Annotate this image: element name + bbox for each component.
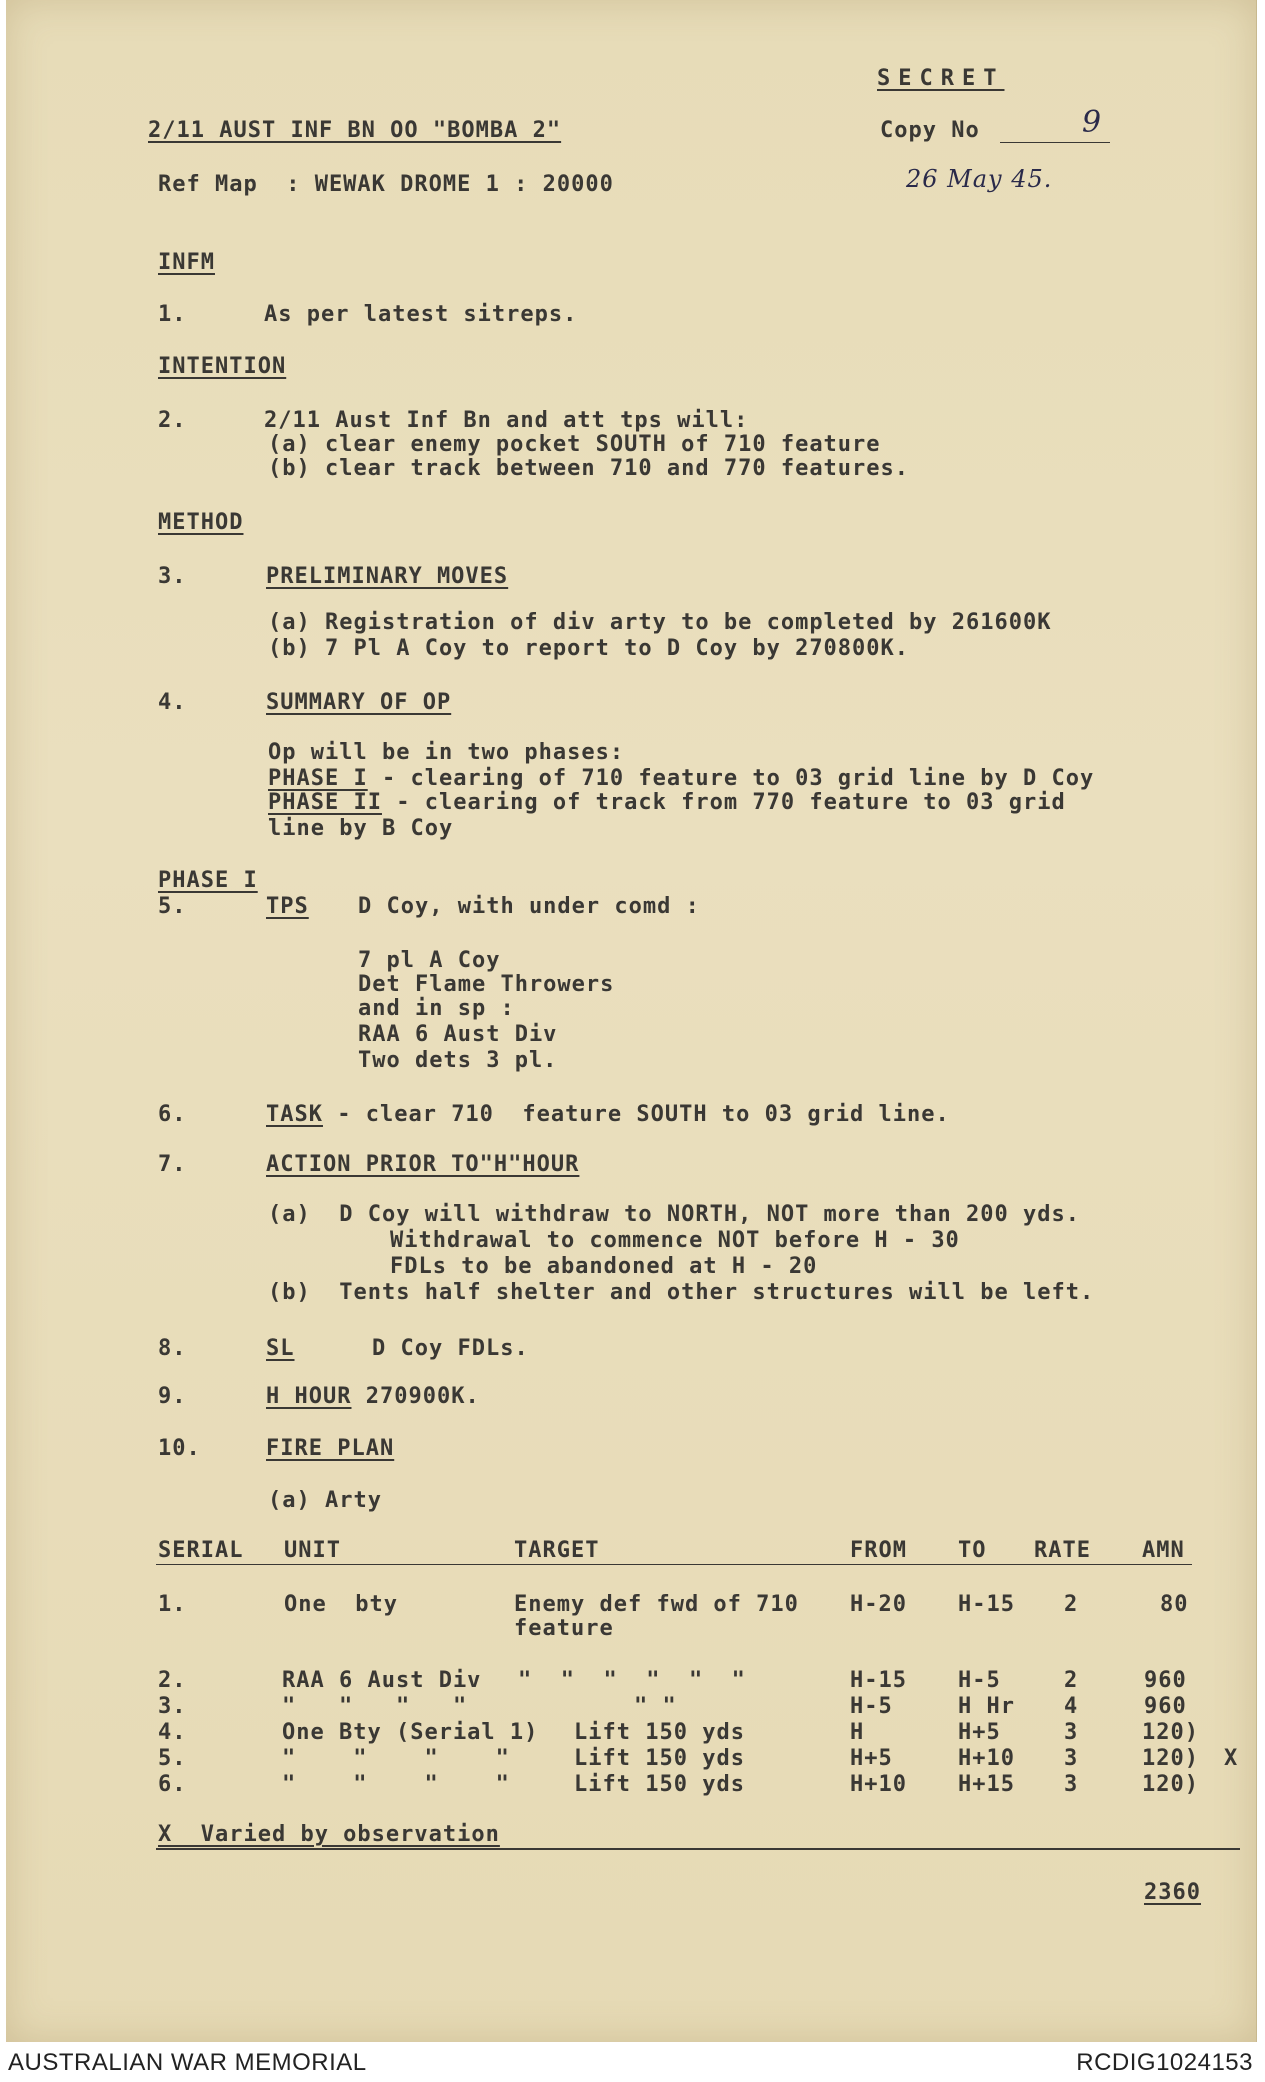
cell-amn: 960: [1144, 1668, 1187, 1693]
para-10-title: FIRE PLAN: [266, 1436, 395, 1461]
cell-target: Enemy def fwd of 710: [514, 1592, 799, 1617]
para-9-number: 9.: [158, 1384, 187, 1409]
cell-from: H+5: [850, 1746, 893, 1771]
table-header-unit: UNIT: [284, 1538, 341, 1563]
para-1-number: 1.: [158, 302, 187, 327]
cell-to: H-15: [958, 1592, 1015, 1617]
cell-serial: 5.: [158, 1746, 187, 1771]
para-7-b: (b) Tents half shelter and other structures will be left.: [268, 1280, 1095, 1305]
para-5-number: 5.: [158, 894, 187, 919]
cell-to: H+10: [958, 1746, 1015, 1771]
para-7-a-line-3: FDLs to be abandoned at H - 20: [390, 1254, 818, 1279]
para-5-line-5: Two dets 3 pl.: [358, 1048, 558, 1073]
cell-to: H+5: [958, 1720, 1001, 1745]
para-9-title: H HOUR: [266, 1384, 352, 1409]
secret-marking: SECRET: [877, 66, 1005, 91]
cell-rate: 4: [1064, 1694, 1079, 1719]
order-date: 26 May 45.: [906, 165, 1053, 193]
cell-target: " " " " " ": [518, 1668, 746, 1693]
para-10-a: (a) Arty: [268, 1488, 382, 1513]
para-2-number: 2.: [158, 408, 187, 433]
phase-2-label: PHASE II: [268, 790, 382, 815]
cell-to: H Hr: [958, 1694, 1015, 1719]
para-8-title: SL: [266, 1336, 295, 1361]
para-3-number: 3.: [158, 564, 187, 589]
para-6-text: - clear 710 feature SOUTH to 03 grid line.: [322, 1102, 950, 1127]
cell-rate: 3: [1064, 1720, 1079, 1745]
cell-amn: 120): [1142, 1772, 1199, 1797]
para-3-a: (a) Registration of div arty to be completed by 261600K: [268, 610, 1052, 635]
para-8-text: D Coy FDLs.: [372, 1336, 529, 1361]
cell-rate: 3: [1064, 1746, 1079, 1771]
para-4-number: 4.: [158, 690, 187, 715]
copy-number-line: [1000, 142, 1110, 143]
cell-from: H-15: [850, 1668, 907, 1693]
para-4-phase-2-line: [268, 790, 1066, 816]
copy-number: 9: [1082, 105, 1103, 140]
para-4-line-1: Op will be in two phases:: [268, 740, 625, 765]
section-phase-1: PHASE I: [158, 868, 258, 893]
cell-to: H-5: [958, 1668, 1001, 1693]
cell-serial: 3.: [158, 1694, 187, 1719]
cell-unit: One bty: [284, 1592, 398, 1617]
cell-unit: " " " ": [282, 1772, 510, 1797]
para-5-line-4: RAA 6 Aust Div: [358, 1022, 558, 1047]
cell-serial: 2.: [158, 1668, 187, 1693]
para-3-b: (b) 7 Pl A Coy to report to D Coy by 270800K.: [268, 636, 910, 661]
cell-target: Lift 150 yds: [574, 1746, 745, 1771]
table-header-to: TO: [958, 1538, 987, 1563]
phase-1-text: - clearing of 710 feature to 03 grid line by D Coy: [367, 766, 1095, 791]
cell-target: Lift 150 yds: [574, 1772, 745, 1797]
cell-from: H-20: [850, 1592, 907, 1617]
cell-serial: 4.: [158, 1720, 187, 1745]
para-5-title: TPS: [266, 894, 309, 919]
table-footnote: X Varied by observation: [158, 1822, 500, 1847]
cell-from: H+10: [850, 1772, 907, 1797]
para-5-text: D Coy, with under comd :: [358, 894, 700, 919]
cell-amn: 120): [1142, 1720, 1199, 1745]
para-10-number: 10.: [158, 1436, 201, 1461]
copy-label: Copy No: [880, 118, 980, 143]
section-intention: INTENTION: [158, 354, 287, 379]
archive-reference: RCDIG1024153: [1076, 2049, 1253, 2076]
table-header-from: FROM: [850, 1538, 907, 1563]
cell-unit: RAA 6 Aust Div: [282, 1668, 482, 1693]
para-2-line-2: (a) clear enemy pocket SOUTH of 710 feature: [268, 432, 881, 457]
para-4-title: SUMMARY OF OP: [266, 690, 452, 715]
cell-from: H: [850, 1720, 865, 1745]
para-4-line-4: line by B Coy: [268, 816, 454, 841]
cell-amn: 80: [1160, 1592, 1189, 1617]
cell-target: feature: [514, 1616, 614, 1641]
para-5-line-2: Det Flame Throwers: [358, 972, 615, 997]
table-side-mark: X: [1224, 1746, 1239, 1771]
cell-target: Lift 150 yds: [574, 1720, 745, 1745]
para-7-a-line-1: (a) D Coy will withdraw to NORTH, NOT more than 200 yds.: [268, 1202, 1080, 1227]
para-2-line-1: 2/11 Aust Inf Bn and att tps will:: [264, 408, 749, 433]
ref-map: Ref Map : WEWAK DROME 1 : 20000: [158, 172, 614, 197]
cell-unit: One Bty (Serial 1): [282, 1720, 539, 1745]
para-5-line-1: 7 pl A Coy: [358, 948, 501, 973]
cell-rate: 3: [1064, 1772, 1079, 1797]
archive-credit: AUSTRALIAN WAR MEMORIAL: [8, 2049, 367, 2076]
para-1-text: As per latest sitreps.: [264, 302, 578, 327]
para-3-title: PRELIMINARY MOVES: [266, 564, 509, 589]
para-2-line-3: (b) clear track between 710 and 770 features.: [268, 456, 910, 481]
section-infm: INFM: [158, 250, 215, 275]
ammunition-total: 2360: [1144, 1880, 1201, 1905]
cell-target: " ": [634, 1694, 677, 1719]
para-5-line-3: and in sp :: [358, 996, 515, 1021]
para-4-phase-1-line: [268, 766, 1094, 792]
table-header-rate: RATE: [1034, 1538, 1091, 1563]
table-bottom-rule: [156, 1848, 1240, 1850]
table-header-serial: SERIAL: [158, 1538, 244, 1563]
para-8-number: 8.: [158, 1336, 187, 1361]
para-7-title: ACTION PRIOR TO"H"HOUR: [266, 1152, 580, 1177]
table-header-target: TARGET: [514, 1538, 600, 1563]
cell-unit: " " " ": [282, 1694, 468, 1719]
cell-amn: 120): [1142, 1746, 1199, 1771]
cell-from: H-5: [850, 1694, 893, 1719]
cell-serial: 6.: [158, 1772, 187, 1797]
para-7-a-line-2: Withdrawal to commence NOT before H - 30: [390, 1228, 960, 1253]
cell-unit: " " " ": [282, 1746, 510, 1771]
para-7-number: 7.: [158, 1152, 187, 1177]
para-6-number: 6.: [158, 1102, 187, 1127]
order-title: 2/11 AUST INF BN OO "BOMBA 2": [148, 118, 562, 143]
para-6-line: [266, 1102, 950, 1128]
table-header-amn: AMN: [1142, 1538, 1185, 1563]
cell-amn: 960: [1144, 1694, 1187, 1719]
para-9-text: 270900K.: [351, 1384, 480, 1409]
phase-2-text: - clearing of track from 770 feature to 03 grid: [381, 790, 1066, 815]
section-method: METHOD: [158, 510, 244, 535]
cell-to: H+15: [958, 1772, 1015, 1797]
phase-1-label: PHASE I: [268, 766, 368, 791]
para-9-line: [266, 1384, 480, 1410]
cell-rate: 2: [1064, 1592, 1079, 1617]
para-6-title: TASK: [266, 1102, 323, 1127]
table-top-rule: [156, 1564, 1192, 1565]
cell-serial: 1.: [158, 1592, 187, 1617]
cell-rate: 2: [1064, 1668, 1079, 1693]
